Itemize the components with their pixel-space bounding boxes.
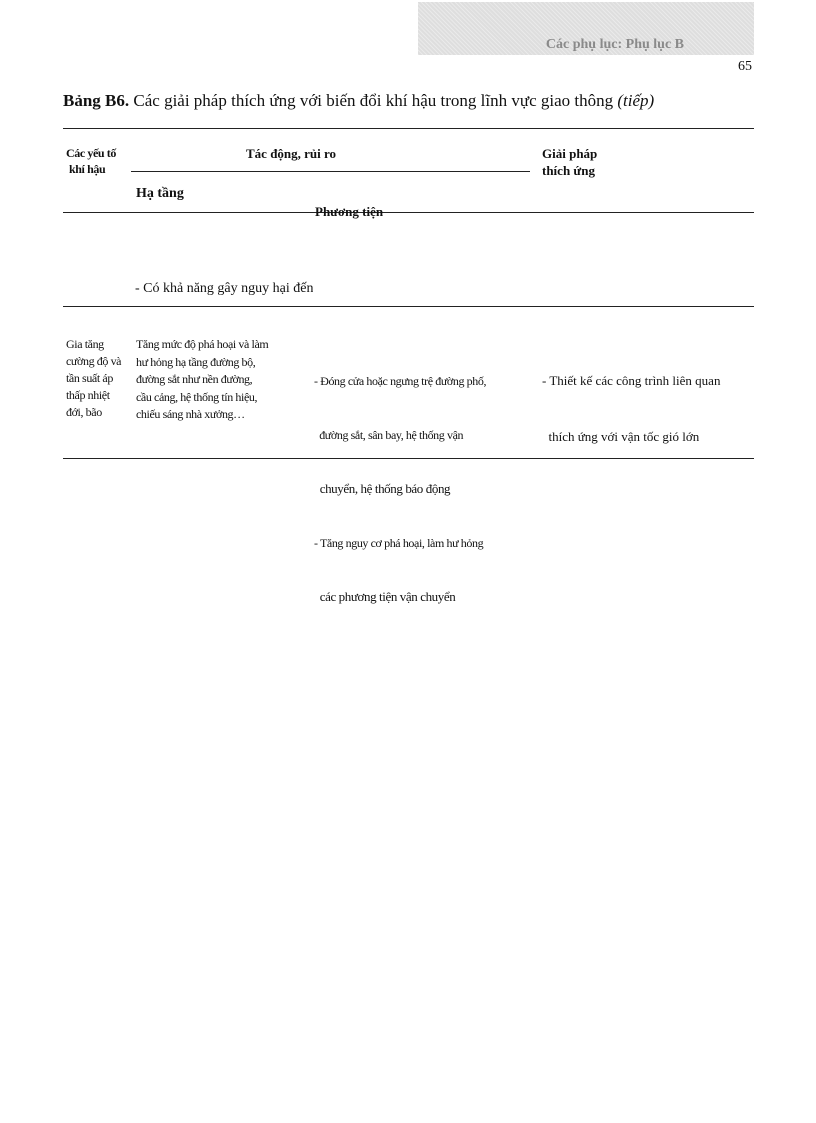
row1-infra-line: - Có khả năng gây nguy hại đến bbox=[135, 281, 314, 296]
header-climate-factor-line1: Các yếu tố bbox=[66, 146, 116, 160]
row2-factor-line: cường độ và bbox=[66, 354, 122, 368]
header-impact-risk: Tác động, rủi ro bbox=[246, 146, 337, 161]
row2-infrastructure-cell bbox=[136, 336, 268, 424]
row2-infra-line: Tăng mức độ phá hoại và làm bbox=[136, 337, 269, 351]
row2-solution-cell bbox=[542, 335, 741, 463]
row2-infra-line: đường sắt như nền đường, bbox=[136, 372, 253, 386]
row2-solution-line: - Thiết kế các công trình liên quan bbox=[542, 373, 721, 388]
header-solution-line1: Giải pháp bbox=[542, 146, 598, 161]
header-climate-factor bbox=[66, 145, 116, 177]
row2-infra-line: hư hỏng hạ tầng đường bộ, bbox=[136, 354, 256, 369]
row2-vehicle-line: các phương tiện vận chuyển bbox=[314, 589, 456, 604]
table-top-rule bbox=[63, 128, 754, 129]
running-header-text: Các phụ lục: Phụ lục B bbox=[545, 37, 684, 52]
row2-vehicle-cell bbox=[314, 336, 486, 624]
table-caption-text: Các giải pháp thích ứng với biến đổi khí hậu trong lĩnh vực giao thông bbox=[129, 91, 618, 110]
row2-solution-line: thích ứng với vận tốc gió lớn bbox=[542, 428, 700, 444]
running-header-box bbox=[418, 2, 754, 55]
table-caption-suffix: (tiếp) bbox=[617, 91, 655, 110]
row2-vehicle-line: - Đóng cửa hoặc ngưng trệ đường phố, bbox=[314, 374, 487, 388]
row2-factor-line: thấp nhiệt bbox=[66, 388, 110, 402]
row2-vehicle-line: đường sắt, sân bay, hệ thống vận bbox=[314, 428, 464, 442]
header-climate-factor-line2: khí hậu bbox=[69, 162, 106, 176]
row2-infra-line: cầu cảng, hệ thống tín hiệu, bbox=[136, 389, 258, 404]
impact-subheader-rule bbox=[131, 171, 530, 172]
row2-factor-line: Gia tăng bbox=[66, 337, 104, 351]
row2-vehicle-line: - Tăng nguy cơ phá hoại, làm hư hỏng bbox=[314, 536, 484, 550]
row2-climate-factor-cell bbox=[66, 336, 121, 421]
row1-bottom-rule bbox=[63, 306, 754, 307]
row2-infra-line: chiếu sáng nhà xưởng… bbox=[136, 407, 245, 421]
table-caption-label: Bảng B6. bbox=[63, 91, 130, 110]
header-vehicle: Phương tiện bbox=[315, 204, 384, 219]
header-adaptation-solution bbox=[542, 145, 597, 179]
page-number: 65 bbox=[738, 59, 752, 74]
header-bottom-rule bbox=[63, 212, 754, 213]
header-solution-line2: thích ứng bbox=[542, 163, 595, 178]
row2-factor-line: tần suất áp bbox=[66, 371, 113, 385]
row1-infrastructure-cell bbox=[135, 241, 313, 306]
table-caption bbox=[63, 91, 654, 111]
row2-factor-line: đới, bão bbox=[66, 405, 102, 419]
header-infrastructure: Hạ tầng bbox=[136, 186, 184, 201]
row2-vehicle-line: chuyển, hệ thống báo động bbox=[314, 481, 451, 496]
